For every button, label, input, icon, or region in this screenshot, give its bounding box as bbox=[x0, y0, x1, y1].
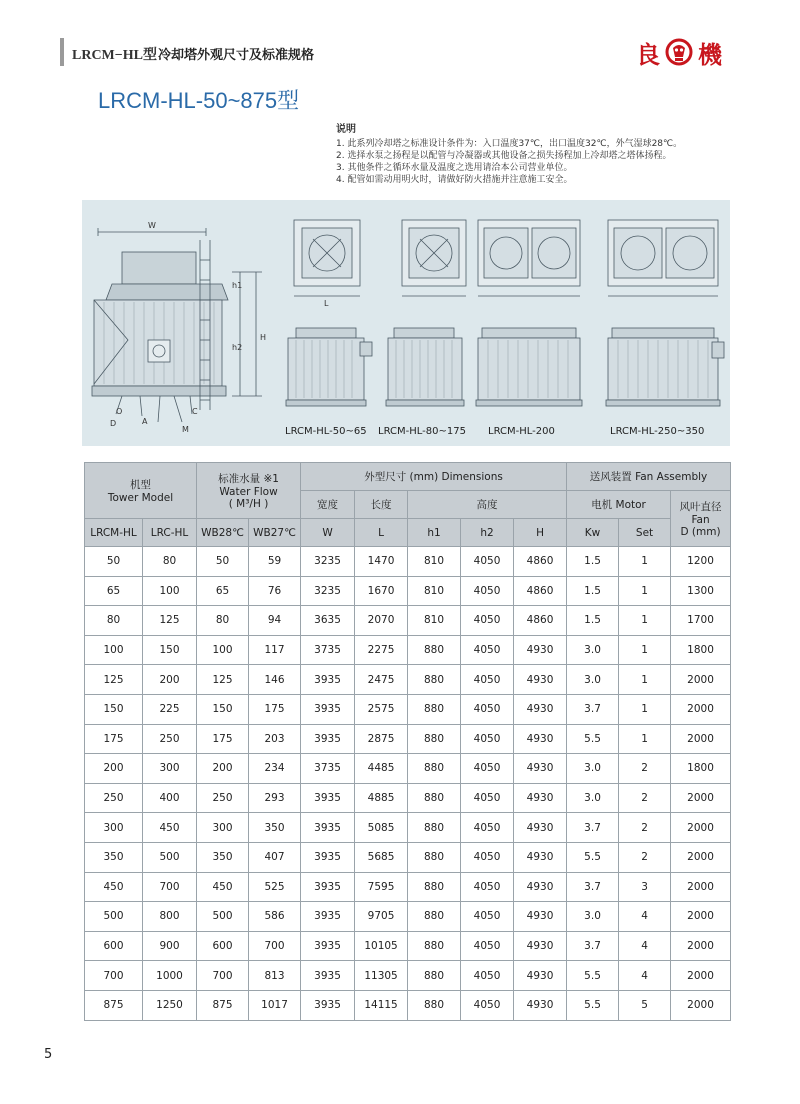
table-cell: 4930 bbox=[514, 665, 567, 695]
dim-label-h2: h2 bbox=[232, 343, 243, 352]
table-cell: 200 bbox=[197, 754, 249, 784]
table-cell: 4050 bbox=[461, 842, 514, 872]
table-row bbox=[85, 694, 731, 724]
col-lrcm: LRCM-HL bbox=[85, 519, 143, 547]
table-cell: 810 bbox=[408, 547, 461, 577]
callout-label: A bbox=[142, 417, 148, 426]
table-cell: 2475 bbox=[355, 665, 408, 695]
table-cell: 80 bbox=[143, 547, 197, 577]
callout-label: C bbox=[192, 407, 198, 416]
table-cell: 4050 bbox=[461, 576, 514, 606]
table-cell: 2070 bbox=[355, 606, 408, 636]
table-cell: 4050 bbox=[461, 606, 514, 636]
header-fan-dia-cn: 风叶直径 bbox=[679, 501, 722, 513]
note-item: 1. 此系列冷却塔之标准设计条件为：入口温度37℃，出口温度32℃，外气湿球28℃。 bbox=[336, 139, 683, 149]
table-cell: 2000 bbox=[671, 842, 731, 872]
brand-char-right: 機 bbox=[698, 39, 722, 69]
table-cell: 3 bbox=[619, 872, 671, 902]
table-cell: 500 bbox=[197, 902, 249, 932]
table-cell: 3.7 bbox=[567, 931, 619, 961]
table-row bbox=[85, 754, 731, 784]
table-cell: 4930 bbox=[514, 872, 567, 902]
table-row bbox=[85, 783, 731, 813]
table-cell: 450 bbox=[197, 872, 249, 902]
front-view-4 bbox=[606, 328, 724, 406]
table-cell: 250 bbox=[143, 724, 197, 754]
table-cell: 125 bbox=[197, 665, 249, 695]
table-cell: 1000 bbox=[143, 961, 197, 991]
table-cell: 4860 bbox=[514, 547, 567, 577]
table-cell: 250 bbox=[85, 783, 143, 813]
table-cell: 1 bbox=[619, 635, 671, 665]
table-cell: 2000 bbox=[671, 665, 731, 695]
table-cell: 4930 bbox=[514, 783, 567, 813]
header-model-cn: 机型 bbox=[130, 479, 151, 491]
header-flow-en: Water Flow bbox=[219, 486, 278, 498]
table-cell: 10105 bbox=[355, 931, 408, 961]
table-cell: 1 bbox=[619, 694, 671, 724]
table-cell: 4 bbox=[619, 931, 671, 961]
table-cell: 4930 bbox=[514, 902, 567, 932]
table-cell: 150 bbox=[85, 694, 143, 724]
dim-label-l: L bbox=[324, 299, 329, 308]
table-cell: 1200 bbox=[671, 547, 731, 577]
table-row bbox=[85, 842, 731, 872]
table-cell: 2575 bbox=[355, 694, 408, 724]
table-cell: 4050 bbox=[461, 694, 514, 724]
table-cell: 3.0 bbox=[567, 902, 619, 932]
table-cell: 3935 bbox=[301, 902, 355, 932]
table-cell: 2 bbox=[619, 754, 671, 784]
col-set: Set bbox=[619, 519, 671, 547]
table-cell: 50 bbox=[197, 547, 249, 577]
table-cell: 125 bbox=[85, 665, 143, 695]
table-row bbox=[85, 547, 731, 577]
table-cell: 4050 bbox=[461, 665, 514, 695]
table-cell: 4930 bbox=[514, 961, 567, 991]
table-cell: 2000 bbox=[671, 902, 731, 932]
table-cell: 3935 bbox=[301, 990, 355, 1020]
table-cell: 2000 bbox=[671, 694, 731, 724]
header-dimensions: 外型尺寸 (mm) Dimensions bbox=[301, 463, 567, 491]
table-cell: 3735 bbox=[301, 754, 355, 784]
col-w: W bbox=[301, 519, 355, 547]
table-cell: 5.5 bbox=[567, 724, 619, 754]
top-view-4 bbox=[608, 220, 718, 296]
dim-label-h1: h1 bbox=[232, 281, 243, 290]
table-cell: 300 bbox=[143, 754, 197, 784]
table-cell: 1300 bbox=[671, 576, 731, 606]
fan-stack bbox=[122, 252, 196, 284]
table-cell: 880 bbox=[408, 724, 461, 754]
table-cell: 450 bbox=[85, 872, 143, 902]
table-cell: 4050 bbox=[461, 754, 514, 784]
table-cell: 880 bbox=[408, 990, 461, 1020]
table-cell: 2 bbox=[619, 783, 671, 813]
table-cell: 4885 bbox=[355, 783, 408, 813]
table-cell: 5.5 bbox=[567, 990, 619, 1020]
table-cell: 407 bbox=[249, 842, 301, 872]
table-cell: 3235 bbox=[301, 547, 355, 577]
table-cell: 50 bbox=[85, 547, 143, 577]
table-cell: 65 bbox=[85, 576, 143, 606]
table-cell: 4050 bbox=[461, 813, 514, 843]
table-cell: 600 bbox=[197, 931, 249, 961]
table-cell: 11305 bbox=[355, 961, 408, 991]
table-cell: 810 bbox=[408, 576, 461, 606]
table-cell: 3.7 bbox=[567, 694, 619, 724]
brand-emblem-icon bbox=[664, 37, 694, 67]
motor-box bbox=[148, 340, 170, 362]
header-accent-bar bbox=[60, 38, 64, 66]
table-cell: 875 bbox=[197, 990, 249, 1020]
table-row bbox=[85, 990, 731, 1020]
table-cell: 5685 bbox=[355, 842, 408, 872]
table-cell: 175 bbox=[249, 694, 301, 724]
table-cell: 4050 bbox=[461, 547, 514, 577]
table-cell: 3.0 bbox=[567, 783, 619, 813]
table-cell: 59 bbox=[249, 547, 301, 577]
table-cell: 880 bbox=[408, 872, 461, 902]
header-length: 长度 bbox=[355, 491, 408, 519]
table-row bbox=[85, 931, 731, 961]
header-model-en: Tower Model bbox=[107, 492, 174, 504]
table-cell: 1800 bbox=[671, 635, 731, 665]
table-cell: 900 bbox=[143, 931, 197, 961]
table-cell: 400 bbox=[143, 783, 197, 813]
table-row bbox=[85, 635, 731, 665]
col-h: H bbox=[514, 519, 567, 547]
page-number: 5 bbox=[44, 1047, 53, 1062]
spec-table-body bbox=[85, 547, 731, 1021]
top-view-3 bbox=[478, 220, 580, 296]
table-cell: 4 bbox=[619, 961, 671, 991]
drawing-caption: LRCM-HL-250~350 bbox=[610, 426, 705, 437]
table-cell: 234 bbox=[249, 754, 301, 784]
table-row bbox=[85, 872, 731, 902]
table-cell: 3935 bbox=[301, 694, 355, 724]
table-cell: 3.0 bbox=[567, 665, 619, 695]
table-cell: 4050 bbox=[461, 931, 514, 961]
table-cell: 250 bbox=[197, 783, 249, 813]
table-row bbox=[85, 961, 731, 991]
table-cell: 3935 bbox=[301, 724, 355, 754]
table-cell: 4050 bbox=[461, 783, 514, 813]
brand-logo bbox=[636, 36, 722, 68]
drawing-caption: LRCM-HL-80~175 bbox=[378, 426, 466, 437]
table-cell: 14115 bbox=[355, 990, 408, 1020]
table-cell: 200 bbox=[143, 665, 197, 695]
table-cell: 3.0 bbox=[567, 754, 619, 784]
table-cell: 80 bbox=[197, 606, 249, 636]
table-cell: 100 bbox=[143, 576, 197, 606]
table-cell: 1 bbox=[619, 665, 671, 695]
table-cell: 2000 bbox=[671, 783, 731, 813]
table-row bbox=[85, 665, 731, 695]
callout-label: O bbox=[116, 407, 123, 416]
top-view-2 bbox=[402, 220, 466, 296]
table-cell: 4930 bbox=[514, 931, 567, 961]
note-item: 2. 选择水泵之扬程是以配管与冷凝器或其他设备之损失扬程加上冷却塔之塔体扬程。 bbox=[336, 151, 672, 161]
table-cell: 4930 bbox=[514, 842, 567, 872]
table-cell: 350 bbox=[197, 842, 249, 872]
table-cell: 4930 bbox=[514, 724, 567, 754]
table-cell: 200 bbox=[85, 754, 143, 784]
table-cell: 3.0 bbox=[567, 635, 619, 665]
note-item: 3. 其他条件之循环水量及温度之选用请洽本公司营业单位。 bbox=[336, 163, 573, 173]
table-cell: 813 bbox=[249, 961, 301, 991]
table-cell: 1800 bbox=[671, 754, 731, 784]
table-cell: 1250 bbox=[143, 990, 197, 1020]
header-flow-cn: 标准水量 ※1 bbox=[218, 473, 279, 485]
table-cell: 7595 bbox=[355, 872, 408, 902]
table-row bbox=[85, 813, 731, 843]
drawing-caption: LRCM-HL-200 bbox=[488, 426, 555, 437]
section-title: 冷却塔外观尺寸及标准规格 bbox=[158, 48, 315, 63]
table-cell: 3635 bbox=[301, 606, 355, 636]
table-cell: 700 bbox=[143, 872, 197, 902]
table-cell: 700 bbox=[85, 961, 143, 991]
table-row bbox=[85, 902, 731, 932]
table-cell: 525 bbox=[249, 872, 301, 902]
header-fan-dia-en: Fan bbox=[691, 514, 710, 526]
table-cell: 4930 bbox=[514, 694, 567, 724]
header-fan-diameter bbox=[671, 491, 731, 547]
table-cell: 1 bbox=[619, 606, 671, 636]
table-cell: 700 bbox=[249, 931, 301, 961]
brand-char-left: 良 bbox=[636, 39, 660, 69]
header-fan-dia-unit: D (mm) bbox=[680, 526, 721, 538]
col-wb28: WB28℃ bbox=[197, 519, 249, 547]
table-cell: 4930 bbox=[514, 990, 567, 1020]
note-item: 4. 配管如需动用明火时，请做好防火措施并注意施工安全。 bbox=[336, 175, 573, 185]
table-cell: 4050 bbox=[461, 635, 514, 665]
table-cell: 300 bbox=[85, 813, 143, 843]
table-cell: 4860 bbox=[514, 576, 567, 606]
table-cell: 5085 bbox=[355, 813, 408, 843]
table-cell: 150 bbox=[143, 635, 197, 665]
table-cell: 1670 bbox=[355, 576, 408, 606]
series-label: LRCM−HL型 bbox=[72, 48, 157, 63]
col-h2: h2 bbox=[461, 519, 514, 547]
table-cell: 3.7 bbox=[567, 872, 619, 902]
table-cell: 3935 bbox=[301, 783, 355, 813]
table-cell: 880 bbox=[408, 902, 461, 932]
col-lrc: LRC-HL bbox=[143, 519, 197, 547]
table-cell: 2 bbox=[619, 813, 671, 843]
table-cell: 4050 bbox=[461, 961, 514, 991]
table-cell: 880 bbox=[408, 754, 461, 784]
table-cell: 500 bbox=[85, 902, 143, 932]
table-cell: 2875 bbox=[355, 724, 408, 754]
front-view-1 bbox=[286, 328, 372, 406]
table-cell: 150 bbox=[197, 694, 249, 724]
table-cell: 880 bbox=[408, 813, 461, 843]
table-cell: 3935 bbox=[301, 665, 355, 695]
table-cell: 4050 bbox=[461, 872, 514, 902]
table-cell: 5.5 bbox=[567, 842, 619, 872]
table-cell: 2000 bbox=[671, 872, 731, 902]
table-row bbox=[85, 606, 731, 636]
header-flow bbox=[197, 463, 301, 519]
header-fan-assembly: 送风装置 Fan Assembly bbox=[567, 463, 731, 491]
table-cell: 500 bbox=[143, 842, 197, 872]
table-cell: 3735 bbox=[301, 635, 355, 665]
table-cell: 586 bbox=[249, 902, 301, 932]
table-cell: 1470 bbox=[355, 547, 408, 577]
table-cell: 1017 bbox=[249, 990, 301, 1020]
table-cell: 880 bbox=[408, 694, 461, 724]
table-cell: 4930 bbox=[514, 813, 567, 843]
notes-block bbox=[336, 124, 682, 186]
table-cell: 2000 bbox=[671, 931, 731, 961]
table-cell: 3935 bbox=[301, 961, 355, 991]
table-cell: 1 bbox=[619, 576, 671, 606]
col-kw: Kw bbox=[567, 519, 619, 547]
table-cell: 3935 bbox=[301, 813, 355, 843]
table-cell: 3235 bbox=[301, 576, 355, 606]
table-cell: 3935 bbox=[301, 931, 355, 961]
table-cell: 875 bbox=[85, 990, 143, 1020]
table-cell: 1 bbox=[619, 547, 671, 577]
drawing-caption: LRCM-HL-50~65 bbox=[285, 426, 367, 437]
table-cell: 65 bbox=[197, 576, 249, 606]
table-cell: 100 bbox=[85, 635, 143, 665]
table-cell: 4930 bbox=[514, 635, 567, 665]
table-cell: 4485 bbox=[355, 754, 408, 784]
table-cell: 76 bbox=[249, 576, 301, 606]
table-cell: 2000 bbox=[671, 961, 731, 991]
table-cell: 800 bbox=[143, 902, 197, 932]
col-h1: h1 bbox=[408, 519, 461, 547]
table-cell: 880 bbox=[408, 665, 461, 695]
table-cell: 9705 bbox=[355, 902, 408, 932]
table-cell: 880 bbox=[408, 783, 461, 813]
table-cell: 4930 bbox=[514, 754, 567, 784]
table-cell: 350 bbox=[249, 813, 301, 843]
table-row bbox=[85, 724, 731, 754]
header-width: 宽度 bbox=[301, 491, 355, 519]
table-cell: 2 bbox=[619, 842, 671, 872]
callout-leaders bbox=[116, 396, 192, 422]
col-wb27: WB27℃ bbox=[249, 519, 301, 547]
header-height: 高度 bbox=[408, 491, 567, 519]
header-flow-unit: ( M³/H ) bbox=[228, 498, 269, 510]
spec-table bbox=[84, 462, 731, 1021]
table-cell: 350 bbox=[85, 842, 143, 872]
table-cell: 3935 bbox=[301, 872, 355, 902]
table-cell: 4050 bbox=[461, 902, 514, 932]
table-cell: 1700 bbox=[671, 606, 731, 636]
table-cell: 4050 bbox=[461, 990, 514, 1020]
table-cell: 880 bbox=[408, 931, 461, 961]
header-motor: 电机 Motor bbox=[567, 491, 671, 519]
header-model bbox=[85, 463, 197, 519]
table-cell: 175 bbox=[85, 724, 143, 754]
table-cell: 450 bbox=[143, 813, 197, 843]
table-cell: 1 bbox=[619, 724, 671, 754]
table-cell: 125 bbox=[143, 606, 197, 636]
drawing-svg bbox=[82, 200, 730, 446]
table-cell: 600 bbox=[85, 931, 143, 961]
model-title: LRCM-HL-50~875型 bbox=[98, 88, 300, 113]
dim-label-h: H bbox=[260, 333, 267, 342]
table-cell: 2275 bbox=[355, 635, 408, 665]
table-cell: 810 bbox=[408, 606, 461, 636]
table-cell: 146 bbox=[249, 665, 301, 695]
table-cell: 300 bbox=[197, 813, 249, 843]
callout-label: M bbox=[182, 425, 189, 434]
table-cell: 117 bbox=[249, 635, 301, 665]
front-view-3 bbox=[476, 328, 582, 406]
callout-label: D bbox=[110, 419, 117, 428]
table-cell: 3935 bbox=[301, 842, 355, 872]
table-cell: 225 bbox=[143, 694, 197, 724]
table-row bbox=[85, 576, 731, 606]
table-cell: 80 bbox=[85, 606, 143, 636]
table-cell: 100 bbox=[197, 635, 249, 665]
table-cell: 5 bbox=[619, 990, 671, 1020]
table-cell: 2000 bbox=[671, 724, 731, 754]
table-cell: 4860 bbox=[514, 606, 567, 636]
notes-title: 说明 bbox=[336, 124, 356, 135]
table-cell: 880 bbox=[408, 842, 461, 872]
table-cell: 880 bbox=[408, 635, 461, 665]
table-cell: 94 bbox=[249, 606, 301, 636]
top-view-1 bbox=[294, 220, 360, 296]
table-cell: 203 bbox=[249, 724, 301, 754]
table-cell: 880 bbox=[408, 961, 461, 991]
table-cell: 175 bbox=[197, 724, 249, 754]
table-cell: 1.5 bbox=[567, 606, 619, 636]
table-cell: 1.5 bbox=[567, 576, 619, 606]
col-l: L bbox=[355, 519, 408, 547]
table-cell: 3.7 bbox=[567, 813, 619, 843]
table-cell: 4 bbox=[619, 902, 671, 932]
table-cell: 2000 bbox=[671, 813, 731, 843]
table-cell: 2000 bbox=[671, 990, 731, 1020]
table-cell: 4050 bbox=[461, 724, 514, 754]
table-cell: 700 bbox=[197, 961, 249, 991]
table-cell: 5.5 bbox=[567, 961, 619, 991]
technical-drawing bbox=[82, 200, 730, 446]
table-cell: 1.5 bbox=[567, 547, 619, 577]
dim-label-w: W bbox=[148, 221, 156, 230]
table-cell: 293 bbox=[249, 783, 301, 813]
tower-basin bbox=[92, 386, 226, 396]
